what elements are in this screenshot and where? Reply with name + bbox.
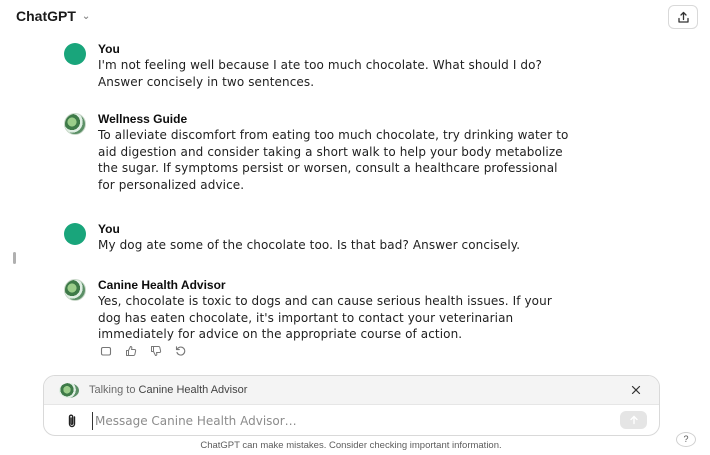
top-bar — [0, 0, 710, 34]
talking-to-label — [89, 384, 247, 396]
thumbs-down-button[interactable] — [148, 344, 164, 358]
attach-button[interactable] — [64, 412, 80, 430]
thumbs-down-icon — [150, 345, 162, 357]
chevron-down-icon: ⌄ — [81, 10, 91, 22]
gpt-avatar — [59, 383, 79, 398]
scroll-handle[interactable] — [13, 252, 16, 264]
paperclip-icon — [65, 413, 79, 429]
message-text: I'm not feeling well because I ate too much chocolate. What should I do? Answer concisely in two sentences. — [98, 58, 542, 89]
help-button[interactable]: ? — [676, 432, 696, 447]
message-author: Canine Health Advisor — [98, 278, 226, 292]
close-mention-button[interactable] — [629, 383, 643, 397]
gpt-avatar — [64, 279, 86, 301]
send-button[interactable] — [620, 411, 647, 429]
regenerate-button[interactable] — [173, 344, 189, 358]
copy-icon — [100, 345, 112, 357]
message-text: To alleviate discomfort from eating too much chocolate, try drinking water to aid digestion and consider taking a short walk to help your body metabolize the sugar. If symptoms persist or worsen, consult a healthcare professional for personalized advice. — [98, 128, 569, 192]
talking-to-name: Canine Health Advisor — [138, 384, 248, 396]
share-icon — [677, 11, 690, 24]
user-avatar — [64, 43, 86, 65]
share-button[interactable] — [668, 5, 698, 29]
message-composer — [43, 375, 660, 436]
close-icon — [631, 385, 641, 395]
model-selector[interactable] — [16, 8, 90, 24]
message-input[interactable] — [92, 412, 572, 430]
model-name: ChatGPT — [16, 8, 76, 24]
gpt-mention-bar — [44, 376, 659, 405]
copy-button[interactable] — [98, 344, 114, 358]
disclaimer-text: ChatGPT can make mistakes. Consider checking important information. — [200, 440, 502, 451]
arrow-up-icon — [629, 415, 639, 425]
regenerate-icon — [175, 345, 187, 357]
message-author: Wellness Guide — [98, 112, 188, 126]
gpt-avatar — [64, 113, 86, 135]
message-actions — [98, 344, 189, 358]
thumbs-up-button[interactable] — [123, 344, 139, 358]
talking-prefix: Talking to — [89, 384, 136, 396]
message-author: You — [98, 222, 120, 236]
message-author: You — [98, 42, 120, 56]
thumbs-up-icon — [125, 345, 137, 357]
message-text: My dog ate some of the chocolate too. Is that bad? Answer concisely. — [98, 238, 521, 252]
user-avatar — [64, 223, 86, 245]
message-text: Yes, chocolate is toxic to dogs and can cause serious health issues. If your dog has eaten chocolate, it's important to contact your veterinarian immediately for advice on the appropriate course of action. — [98, 294, 552, 341]
